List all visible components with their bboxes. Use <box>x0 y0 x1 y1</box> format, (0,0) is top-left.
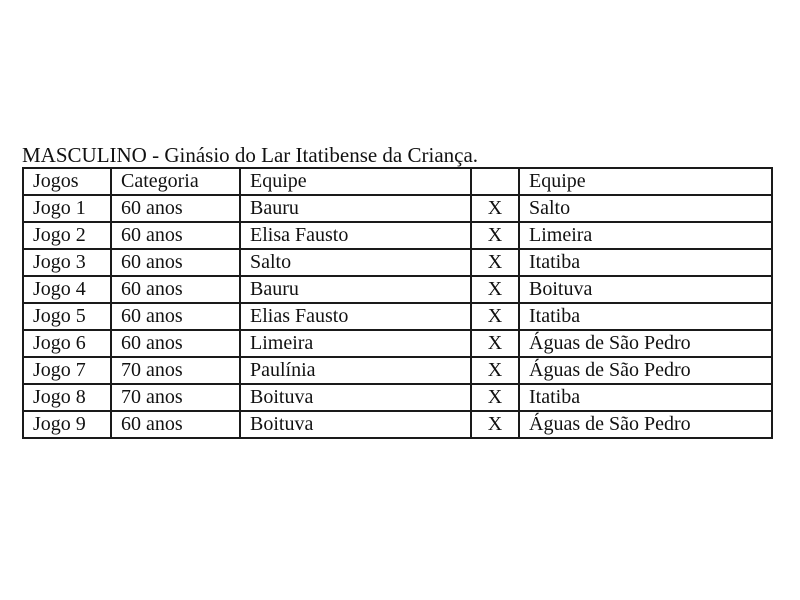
cell-category: 60 anos <box>111 222 240 249</box>
cell-home-team: Boituva <box>240 411 471 438</box>
table-row <box>23 222 772 249</box>
games-table <box>22 167 773 439</box>
cell-away-team: Itatiba <box>519 384 772 411</box>
cell-game: Jogo 2 <box>23 222 111 249</box>
table-header-row <box>23 168 772 195</box>
cell-home-team: Salto <box>240 249 471 276</box>
header-equipe-away: Equipe <box>519 168 772 195</box>
cell-vs: X <box>471 276 519 303</box>
cell-category: 60 anos <box>111 330 240 357</box>
cell-vs: X <box>471 249 519 276</box>
cell-home-team: Bauru <box>240 195 471 222</box>
cell-away-team: Águas de São Pedro <box>519 411 772 438</box>
table-row <box>23 384 772 411</box>
cell-game: Jogo 3 <box>23 249 111 276</box>
cell-game: Jogo 1 <box>23 195 111 222</box>
cell-away-team: Águas de São Pedro <box>519 357 772 384</box>
cell-category: 60 anos <box>111 195 240 222</box>
cell-vs: X <box>471 357 519 384</box>
cell-away-team: Itatiba <box>519 303 772 330</box>
cell-game: Jogo 8 <box>23 384 111 411</box>
header-categoria: Categoria <box>111 168 240 195</box>
cell-game: Jogo 5 <box>23 303 111 330</box>
table-row <box>23 357 772 384</box>
cell-home-team: Paulínia <box>240 357 471 384</box>
cell-home-team: Elisa Fausto <box>240 222 471 249</box>
table-row <box>23 276 772 303</box>
cell-away-team: Salto <box>519 195 772 222</box>
cell-home-team: Elias Fausto <box>240 303 471 330</box>
cell-game: Jogo 9 <box>23 411 111 438</box>
cell-vs: X <box>471 222 519 249</box>
table-row <box>23 330 772 357</box>
header-vs <box>471 168 519 195</box>
cell-vs: X <box>471 330 519 357</box>
cell-away-team: Limeira <box>519 222 772 249</box>
cell-category: 60 anos <box>111 411 240 438</box>
cell-away-team: Boituva <box>519 276 772 303</box>
table-row <box>23 249 772 276</box>
cell-game: Jogo 4 <box>23 276 111 303</box>
header-jogos: Jogos <box>23 168 111 195</box>
cell-game: Jogo 7 <box>23 357 111 384</box>
table-row <box>23 411 772 438</box>
table-row <box>23 195 772 222</box>
cell-away-team: Itatiba <box>519 249 772 276</box>
cell-vs: X <box>471 411 519 438</box>
cell-home-team: Boituva <box>240 384 471 411</box>
cell-category: 60 anos <box>111 276 240 303</box>
cell-category: 70 anos <box>111 357 240 384</box>
cell-away-team: Águas de São Pedro <box>519 330 772 357</box>
cell-vs: X <box>471 384 519 411</box>
cell-vs: X <box>471 303 519 330</box>
cell-category: 60 anos <box>111 303 240 330</box>
cell-category: 60 anos <box>111 249 240 276</box>
table-row <box>23 303 772 330</box>
cell-vs: X <box>471 195 519 222</box>
cell-game: Jogo 6 <box>23 330 111 357</box>
cell-home-team: Limeira <box>240 330 471 357</box>
page-title: MASCULINO - Ginásio do Lar Itatibense da Criança. <box>22 143 479 167</box>
cell-category: 70 anos <box>111 384 240 411</box>
header-equipe-home: Equipe <box>240 168 471 195</box>
cell-home-team: Bauru <box>240 276 471 303</box>
